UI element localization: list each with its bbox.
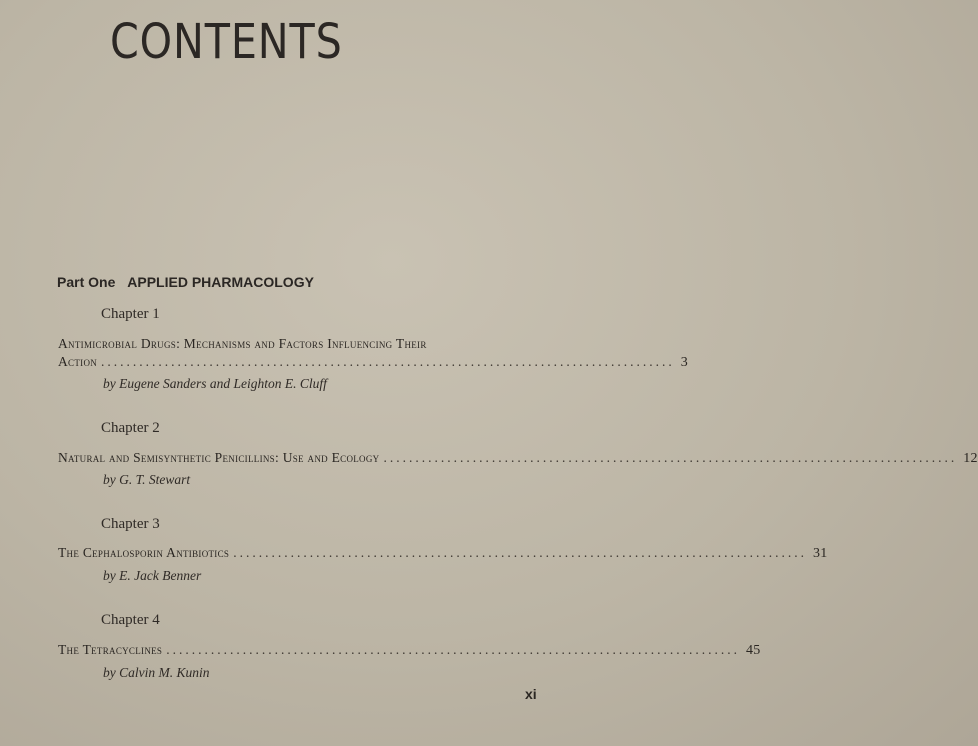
chapter-label: Chapter 1	[101, 306, 160, 322]
chapter-title: The Tetracyclines	[58, 642, 163, 657]
chapter-label: Chapter 4	[101, 612, 160, 628]
part-name: APPLIED PHARMACOLOGY	[127, 274, 314, 290]
page-number: 45	[745, 643, 761, 658]
chapter-label: Chapter 2	[101, 420, 160, 436]
leader-dots: ..........................................................................................	[166, 642, 740, 657]
leader-dots: ..........................................................................................	[383, 450, 958, 465]
chapter-title-continued: Action	[58, 354, 98, 369]
page-number: 3	[680, 355, 689, 370]
page-number: 12	[963, 451, 978, 466]
leader-dots: ..........................................................................................	[101, 354, 675, 369]
chapter-author: by Calvin M. Kunin	[103, 665, 210, 680]
toc-entry	[58, 642, 761, 659]
chapter-title: Antimicrobial Drugs: Mechanisms and Factors Influencing Their	[58, 336, 427, 351]
folio-page-number: xi	[525, 686, 537, 702]
page-title: CONTENTS	[110, 14, 343, 70]
part-heading	[57, 274, 314, 290]
chapter-title: The Cephalosporin Antibiotics	[58, 545, 230, 560]
chapter-label: Chapter 3	[101, 516, 160, 532]
leader-dots: ..........................................................................................	[233, 545, 807, 560]
toc-entry	[58, 450, 978, 467]
part-label: Part One	[57, 274, 116, 290]
chapter-author: by Eugene Sanders and Leighton E. Cluff	[103, 376, 327, 391]
chapter-author: by G. T. Stewart	[103, 472, 191, 487]
page-number: 31	[812, 546, 828, 561]
chapter-author: by E. Jack Benner	[103, 568, 202, 583]
toc-entry	[58, 354, 689, 371]
toc-entry	[58, 545, 828, 562]
chapter-title: Natural and Semisynthetic Penicillins: Use and Ecology	[58, 450, 380, 465]
